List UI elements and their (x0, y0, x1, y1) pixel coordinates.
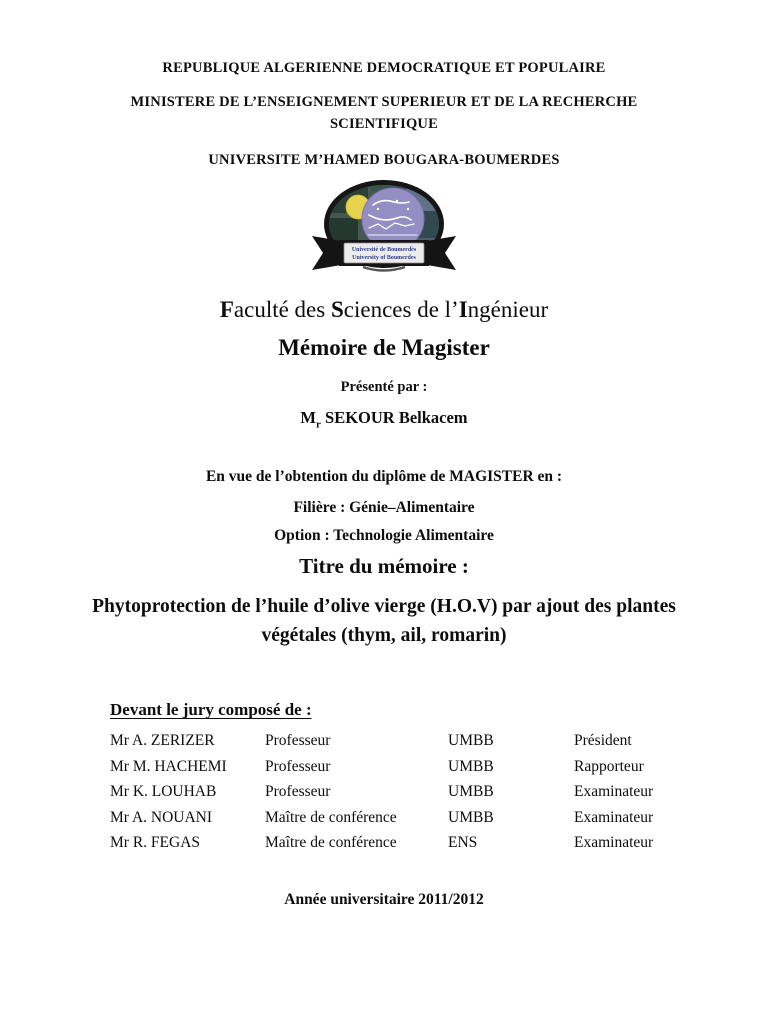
author-fullname: SEKOUR Belkacem (320, 407, 468, 427)
jury-member-role: Examinateur (574, 783, 654, 801)
presented-by-label: Présenté par : (340, 378, 428, 395)
jury-table (110, 729, 696, 857)
jury-member-title: Maître de conférence (265, 808, 397, 826)
logo-calligraphy-dot (377, 207, 379, 209)
author-name (0, 408, 768, 430)
jury-member-name: Mr A. ZERIZER (110, 732, 215, 750)
filiere-line: Filière : Génie–Alimentaire (293, 498, 475, 516)
purpose-line: En vue de l’obtention du diplôme de MAGISTER en : (205, 467, 563, 485)
logo-calligraphy-dot (407, 207, 409, 209)
jury-member-role: Examinateur (574, 834, 654, 852)
faculty-line (0, 297, 768, 323)
logo-calligraphy-dot (396, 199, 398, 201)
jury-member-institution: UMBB (448, 732, 494, 750)
jury-row (110, 780, 696, 806)
degree-title: Mémoire de Magister (278, 334, 490, 360)
jury-member-role: Examinateur (574, 808, 654, 826)
jury-member-role: Président (574, 732, 632, 750)
jury-member-institution: UMBB (448, 757, 494, 775)
jury-section (110, 700, 696, 857)
academic-year: Année universitaire 2011/2012 (284, 890, 484, 908)
jury-member-role: Rapporteur (574, 757, 644, 775)
jury-row (110, 755, 696, 781)
jury-member-institution: UMBB (448, 783, 494, 801)
faculty-text: aculté des (233, 296, 331, 322)
author-prefix-subscript: r (316, 417, 321, 430)
jury-member-title: Professeur (265, 783, 331, 801)
faculty-text: ngénieur (467, 296, 549, 322)
logo-label-en: University of Boumerdes (352, 254, 416, 261)
jury-member-name: Mr K. LOUHAB (110, 783, 217, 801)
faculty-initial: F (219, 296, 234, 322)
jury-member-name: Mr R. FEGAS (110, 834, 201, 852)
jury-member-title: Professeur (265, 732, 331, 750)
faculty-text: ciences de l’ (343, 296, 459, 322)
author-prefix: M (300, 407, 316, 427)
jury-row (110, 831, 696, 857)
university-logo (0, 178, 768, 288)
jury-member-institution: ENS (448, 834, 478, 852)
memoir-title: Phytoprotection de l’huile d’olive vierge (H.O.V) par ajout des plantes végétales (thym, ail, romarin) (92, 595, 676, 647)
jury-member-title: Maître de conférence (265, 834, 397, 852)
header-university-line: UNIVERSITE M’HAMED BOUGARA-BOUMERDES (208, 151, 560, 168)
jury-member-title: Professeur (265, 757, 331, 775)
jury-member-name: Mr M. HACHEMI (110, 757, 227, 775)
logo-label-fr: Université de Boumerdès (351, 246, 417, 253)
jury-member-name: Mr A. NOUANI (110, 808, 213, 826)
header-ministry-line: MINISTERE DE L’ENSEIGNEMENT SUPERIEUR ET DE LA RECHERCHE SCIENTIFIQUE (130, 94, 638, 132)
university-seal-image (311, 178, 457, 288)
faculty-initial: I (458, 296, 468, 322)
jury-row (110, 729, 696, 755)
option-line: Option : Technologie Alimentaire (274, 526, 494, 544)
jury-heading: Devant le jury composé de : (110, 700, 312, 720)
jury-row (110, 806, 696, 832)
header-republic-line: REPUBLIQUE ALGERIENNE DEMOCRATIQUE ET POPULAIRE (162, 60, 606, 76)
faculty-initial: S (330, 296, 344, 322)
memoir-title-label: Titre du mémoire : (299, 553, 469, 578)
jury-member-institution: UMBB (448, 808, 494, 826)
